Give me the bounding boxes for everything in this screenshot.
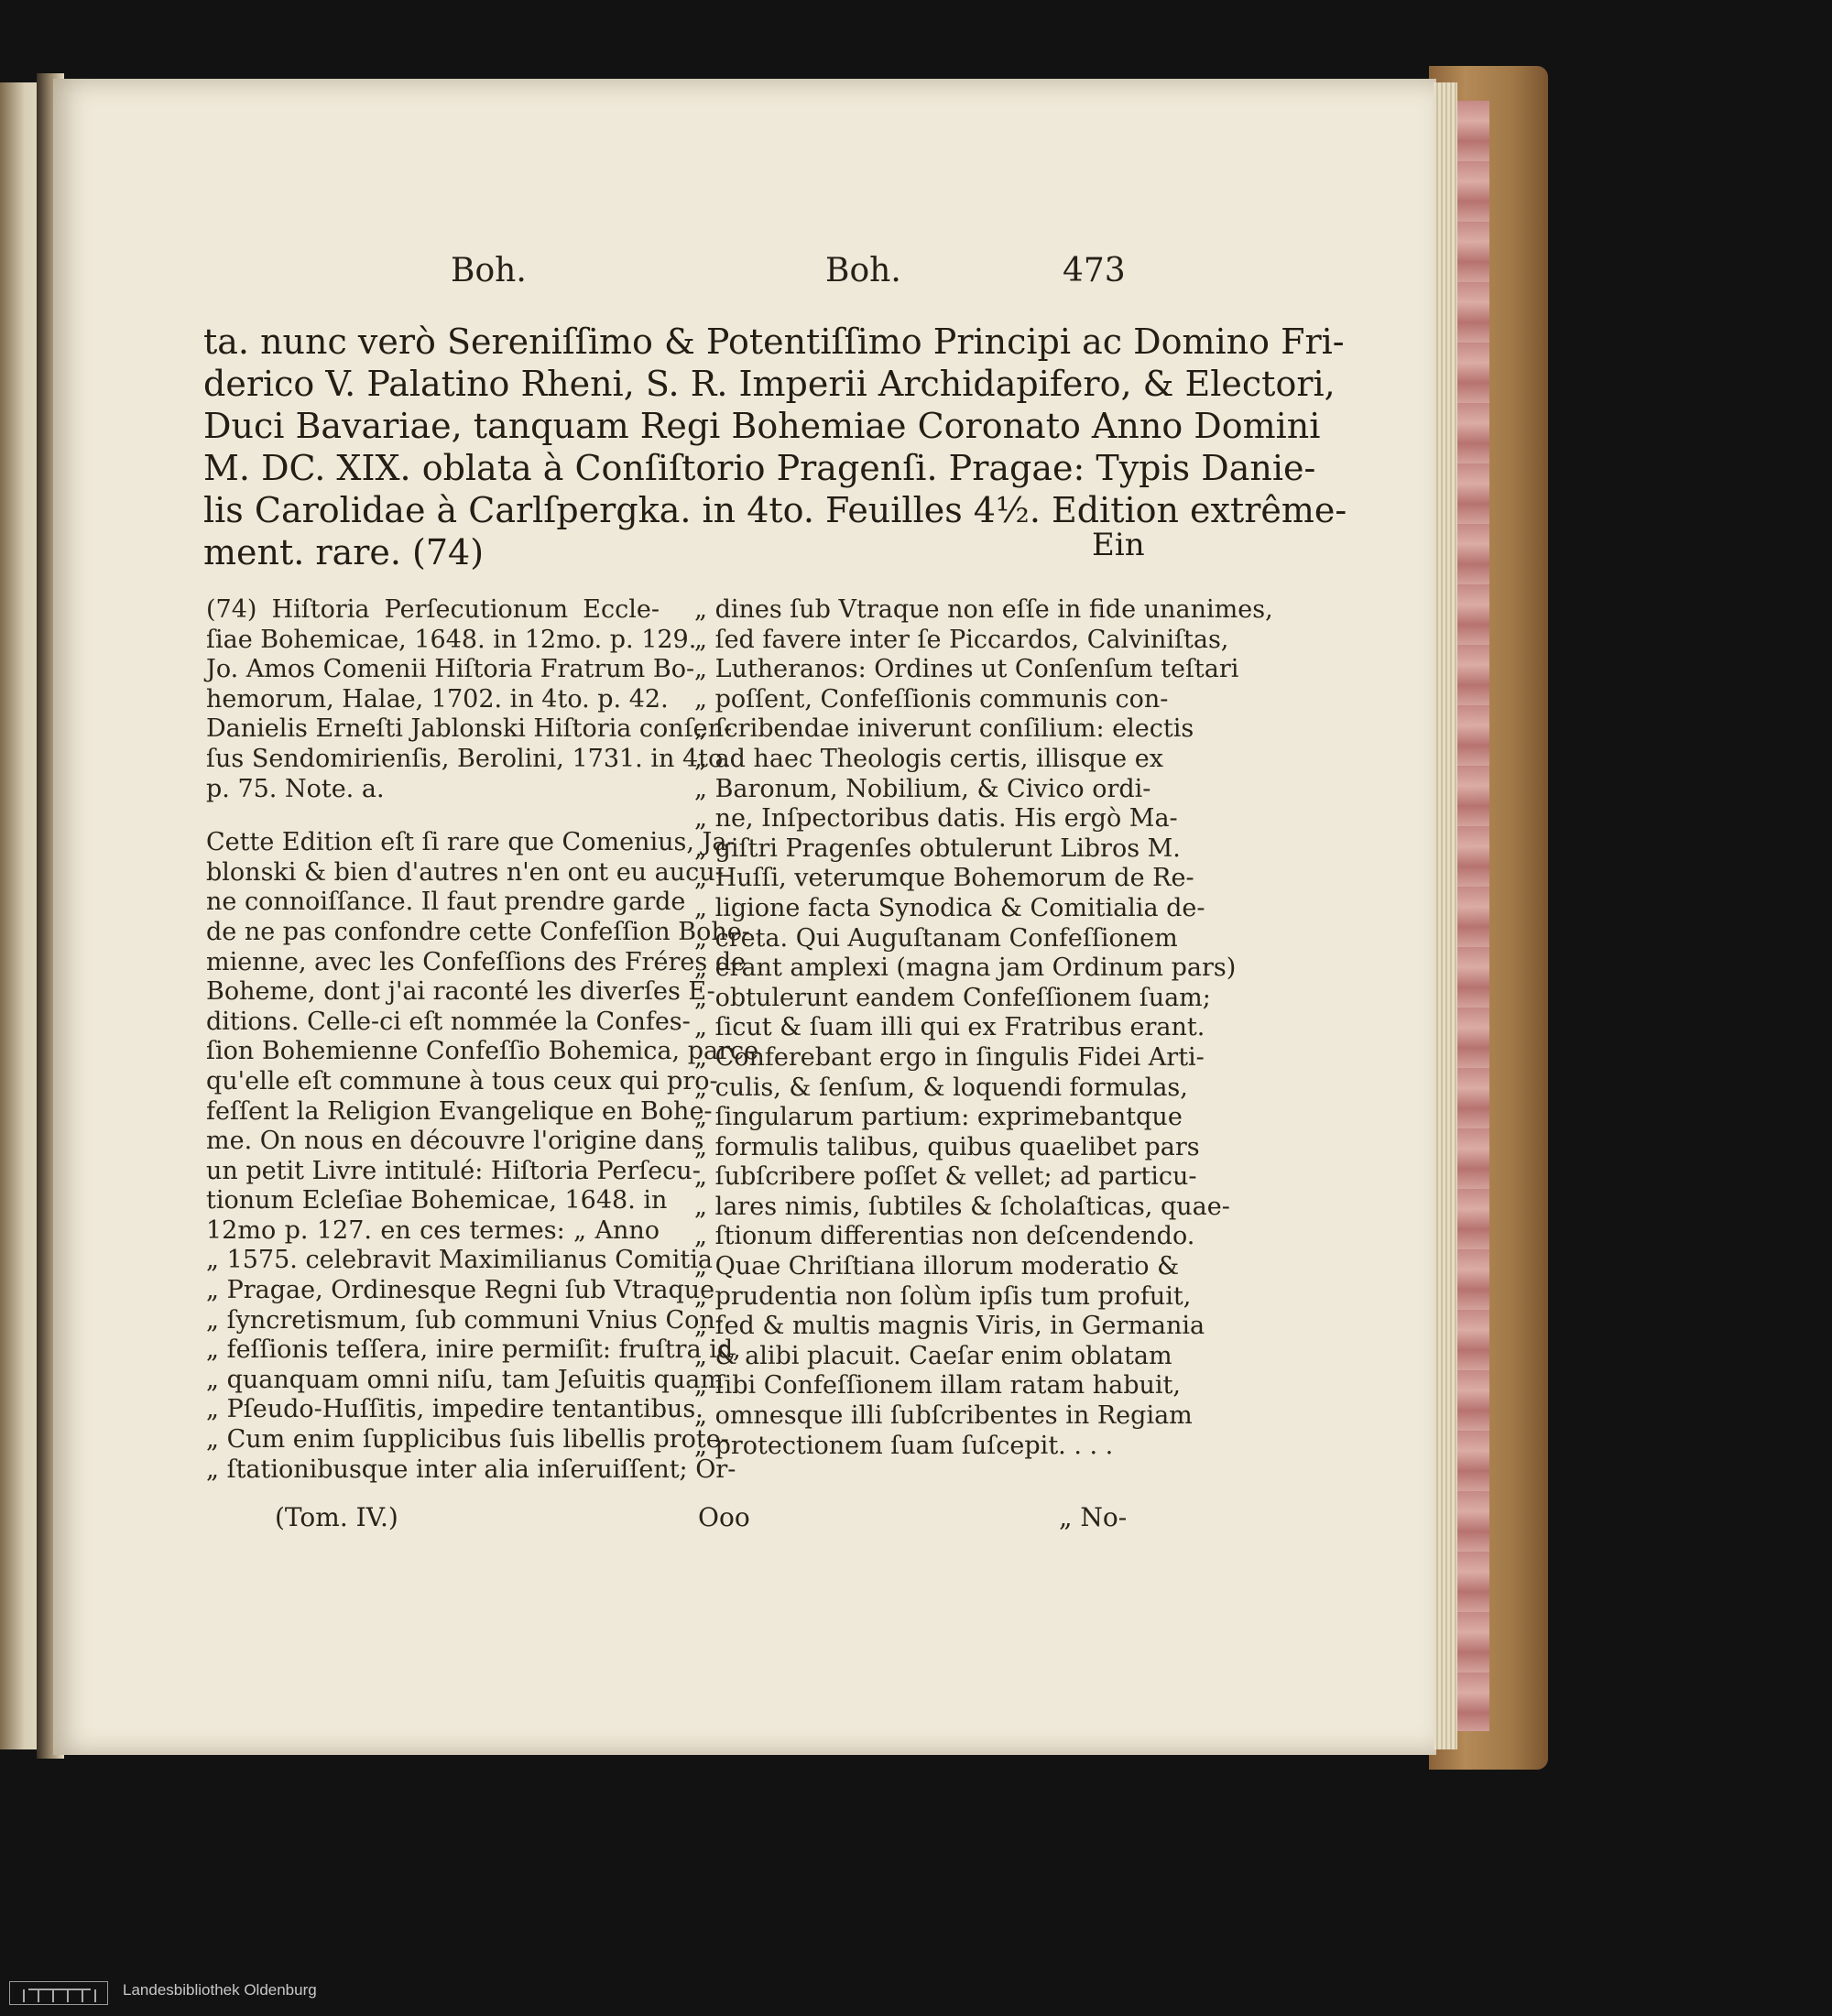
text-line: „ creta. Qui Auguſtanam Confeſſionem (694, 923, 1178, 953)
text-line: Boheme, dont j'ai raconté les diverſes E- (206, 977, 715, 1007)
text-line: feſſent la Religion Evangelique en Bohe- (206, 1096, 713, 1126)
text-line: Danielis Erneſti Jablonski Hiſtoria conſen- (206, 714, 733, 744)
volume-mark: (Tom. IV.) (275, 1502, 398, 1532)
left-column (206, 595, 759, 1485)
text-line: „ ſicut & ſuam illi qui ex Fratribus erant. (694, 1013, 1205, 1042)
text-line: ditions. Celle-ci eſt nommée la Confes- (206, 1007, 691, 1036)
title-line: ta. nunc verò Sereniſſimo & Potentiſſimo Principi ac Domino Fri- (203, 321, 1345, 362)
text-line: „ lares nimis, ſubtiles & ſcholaſticas, quae- (694, 1192, 1230, 1221)
text-line: de ne pas confondre cette Confeſſion Bohe- (206, 917, 750, 946)
text-line: 12mo p. 127. en ces termes: „ Anno (206, 1215, 660, 1245)
text-line: „ dines ſub Vtraque non eſſe in fide unanimes, (694, 595, 1273, 624)
text-line: me. On nous en découvre l'origine dans (206, 1127, 704, 1156)
text-line: Jo. Amos Comenii Hiſtoria Fratrum Bo- (206, 655, 695, 684)
title-entry (203, 321, 1347, 573)
right-column (694, 595, 1273, 1461)
text-line: „ quanquam omni niſu, tam Jeſuitis quam (206, 1365, 724, 1394)
text-line: „ Lutheranos: Ordines ut Conſenſum teſtari (694, 655, 1239, 684)
text-line: „ feſſionis teſſera, inire permiſit: fruſtra id, (206, 1335, 741, 1365)
text-line: „ ligione facta Synodica & Comitialia de- (694, 893, 1205, 922)
text-line: blonski & bien d'autres n'en ont eu aucu- (206, 857, 724, 887)
paragraph-gap (206, 804, 660, 828)
text-line: mienne, avec les Confeſſions des Fréres de (206, 947, 747, 976)
text-line: „ Cum enim ſupplicibus ſuis libellis prote- (206, 1425, 729, 1455)
page-number: 473 (1063, 252, 1126, 289)
text-line: qu'elle eſt commune à tous ceux qui pro- (206, 1066, 718, 1095)
text-line: „ formulis talibus, quibus quaelibet pars (694, 1132, 1200, 1161)
text-line: „ ſed favere inter ſe Piccardos, Calviniſtas, (694, 625, 1229, 654)
text-line: „ protectionem ſuam ſuſcepit. . . . (694, 1431, 1114, 1460)
text-line: „ ſingularum partium: exprimebantque (694, 1103, 1183, 1132)
text-line: „ poſſent, Confeſſionis communis con- (694, 684, 1169, 714)
text-line: ſiae Bohemicae, 1648. in 12mo. p. 129. (206, 625, 697, 654)
text-line: „ Quae Chriſtiana illorum moderatio & (694, 1252, 1180, 1281)
text-line: „ ne, Inſpectoribus datis. His ergò Ma- (694, 804, 1178, 834)
text-line: „ Pſeudo-Huſſitis, impedire tentantibus. (206, 1395, 703, 1424)
running-head-center: Boh. (825, 252, 901, 289)
text-line: „ ſcribendae iniverunt conſilium: electis (694, 714, 1194, 744)
library-name: Landesbibliothek Oldenburg (123, 1981, 317, 1999)
text-line: „ obtulerunt eandem Confeſſionem ſuam; (694, 983, 1211, 1012)
text-line: ſus Sendomirienſis, Berolini, 1731. in 4to. (206, 744, 731, 773)
text-line: „ erant amplexi (magna jam Ordinum pars) (694, 954, 1237, 983)
text-line: hemorum, Halae, 1702. in 4to. p. 42. (206, 684, 669, 714)
text-line: un petit Livre intitulé: Hiſtoria Perſecu- (206, 1156, 701, 1185)
text-line: „ ſtationibusque inter alia inſeruiſſent; Or- (206, 1455, 736, 1484)
text-line: Cette Edition eſt ſi rare que Comenius, Ja- (206, 828, 736, 857)
text-line: „ Pragae, Ordinesque Regni ſub Vtraque (206, 1276, 715, 1305)
text-line: „ ad haec Theologis certis, illisque ex (694, 744, 1163, 773)
text-line: ne connoiſſance. Il faut prendre garde (206, 888, 686, 917)
text-line: „ ſibi Confeſſionem illam ratam habuit, (694, 1371, 1181, 1400)
text-line: ſion Bohemienne Confeſſio Bohemica, parce (206, 1037, 759, 1066)
title-line: ment. rare. (74) (203, 532, 485, 572)
marbled-edge (1456, 101, 1489, 1731)
catchword-top: Ein (1092, 527, 1145, 563)
title-line: M. DC. XIX. oblata à Conſiſtorio Pragenſi. Pragae: Typis Danie- (203, 448, 1316, 488)
text-line: „ ſed & multis magnis Viris, in Germania (694, 1312, 1205, 1341)
title-line: lis Carolidae à Carlſpergka. in 4to. Feuilles 4½. Edition extrême- (203, 490, 1347, 530)
text-line: „ ſtionum differentias non deſcendendo. (694, 1222, 1195, 1251)
signature-mark: Ooo (698, 1502, 750, 1532)
text-line: p. 75. Note. a. (206, 774, 385, 803)
text-line: (74) Hiſtoria Perſecutionum Eccle- (206, 595, 660, 624)
text-line: „ giſtri Pragenſes obtulerunt Libros M. (694, 834, 1181, 863)
text-line: tionum Ecleſiae Bohemicae, 1648. in (206, 1186, 668, 1215)
running-head-left: Boh. (451, 252, 527, 289)
catchword-bottom: „ No- (1059, 1502, 1128, 1532)
text-line: „ Conferebant ergo in ſingulis Fidei Arti- (694, 1042, 1205, 1072)
text-line: „ 1575. celebravit Maximilianus Comitia (206, 1246, 713, 1275)
page-edges (1434, 82, 1457, 1749)
text-line: „ culis, & ſenſum, & loquendi formulas, (694, 1073, 1188, 1102)
text-line: „ & alibi placuit. Caeſar enim oblatam (694, 1341, 1172, 1370)
title-line: derico V. Palatino Rheni, S. R. Imperii Archidapifero, & Electori, (203, 364, 1336, 404)
text-line: „ prudentia non ſolùm ipſis tum profuit, (694, 1281, 1192, 1311)
text-line: „ Baronum, Nobilium, & Civico ordi- (694, 774, 1151, 803)
library-building-icon (9, 1981, 108, 2005)
text-line: „ ſyncretismum, ſub communi Vnius Con- (206, 1305, 724, 1335)
text-line: „ Huſſi, veterumque Bohemorum de Re- (694, 864, 1194, 893)
title-line: Duci Bavariae, tanquam Regi Bohemiae Coronato Anno Domini (203, 406, 1321, 446)
text-line: „ ſubſcribere poſſet & vellet; ad particu- (694, 1162, 1197, 1192)
text-line: „ omnesque illi ſubſcribentes in Regiam (694, 1401, 1193, 1431)
